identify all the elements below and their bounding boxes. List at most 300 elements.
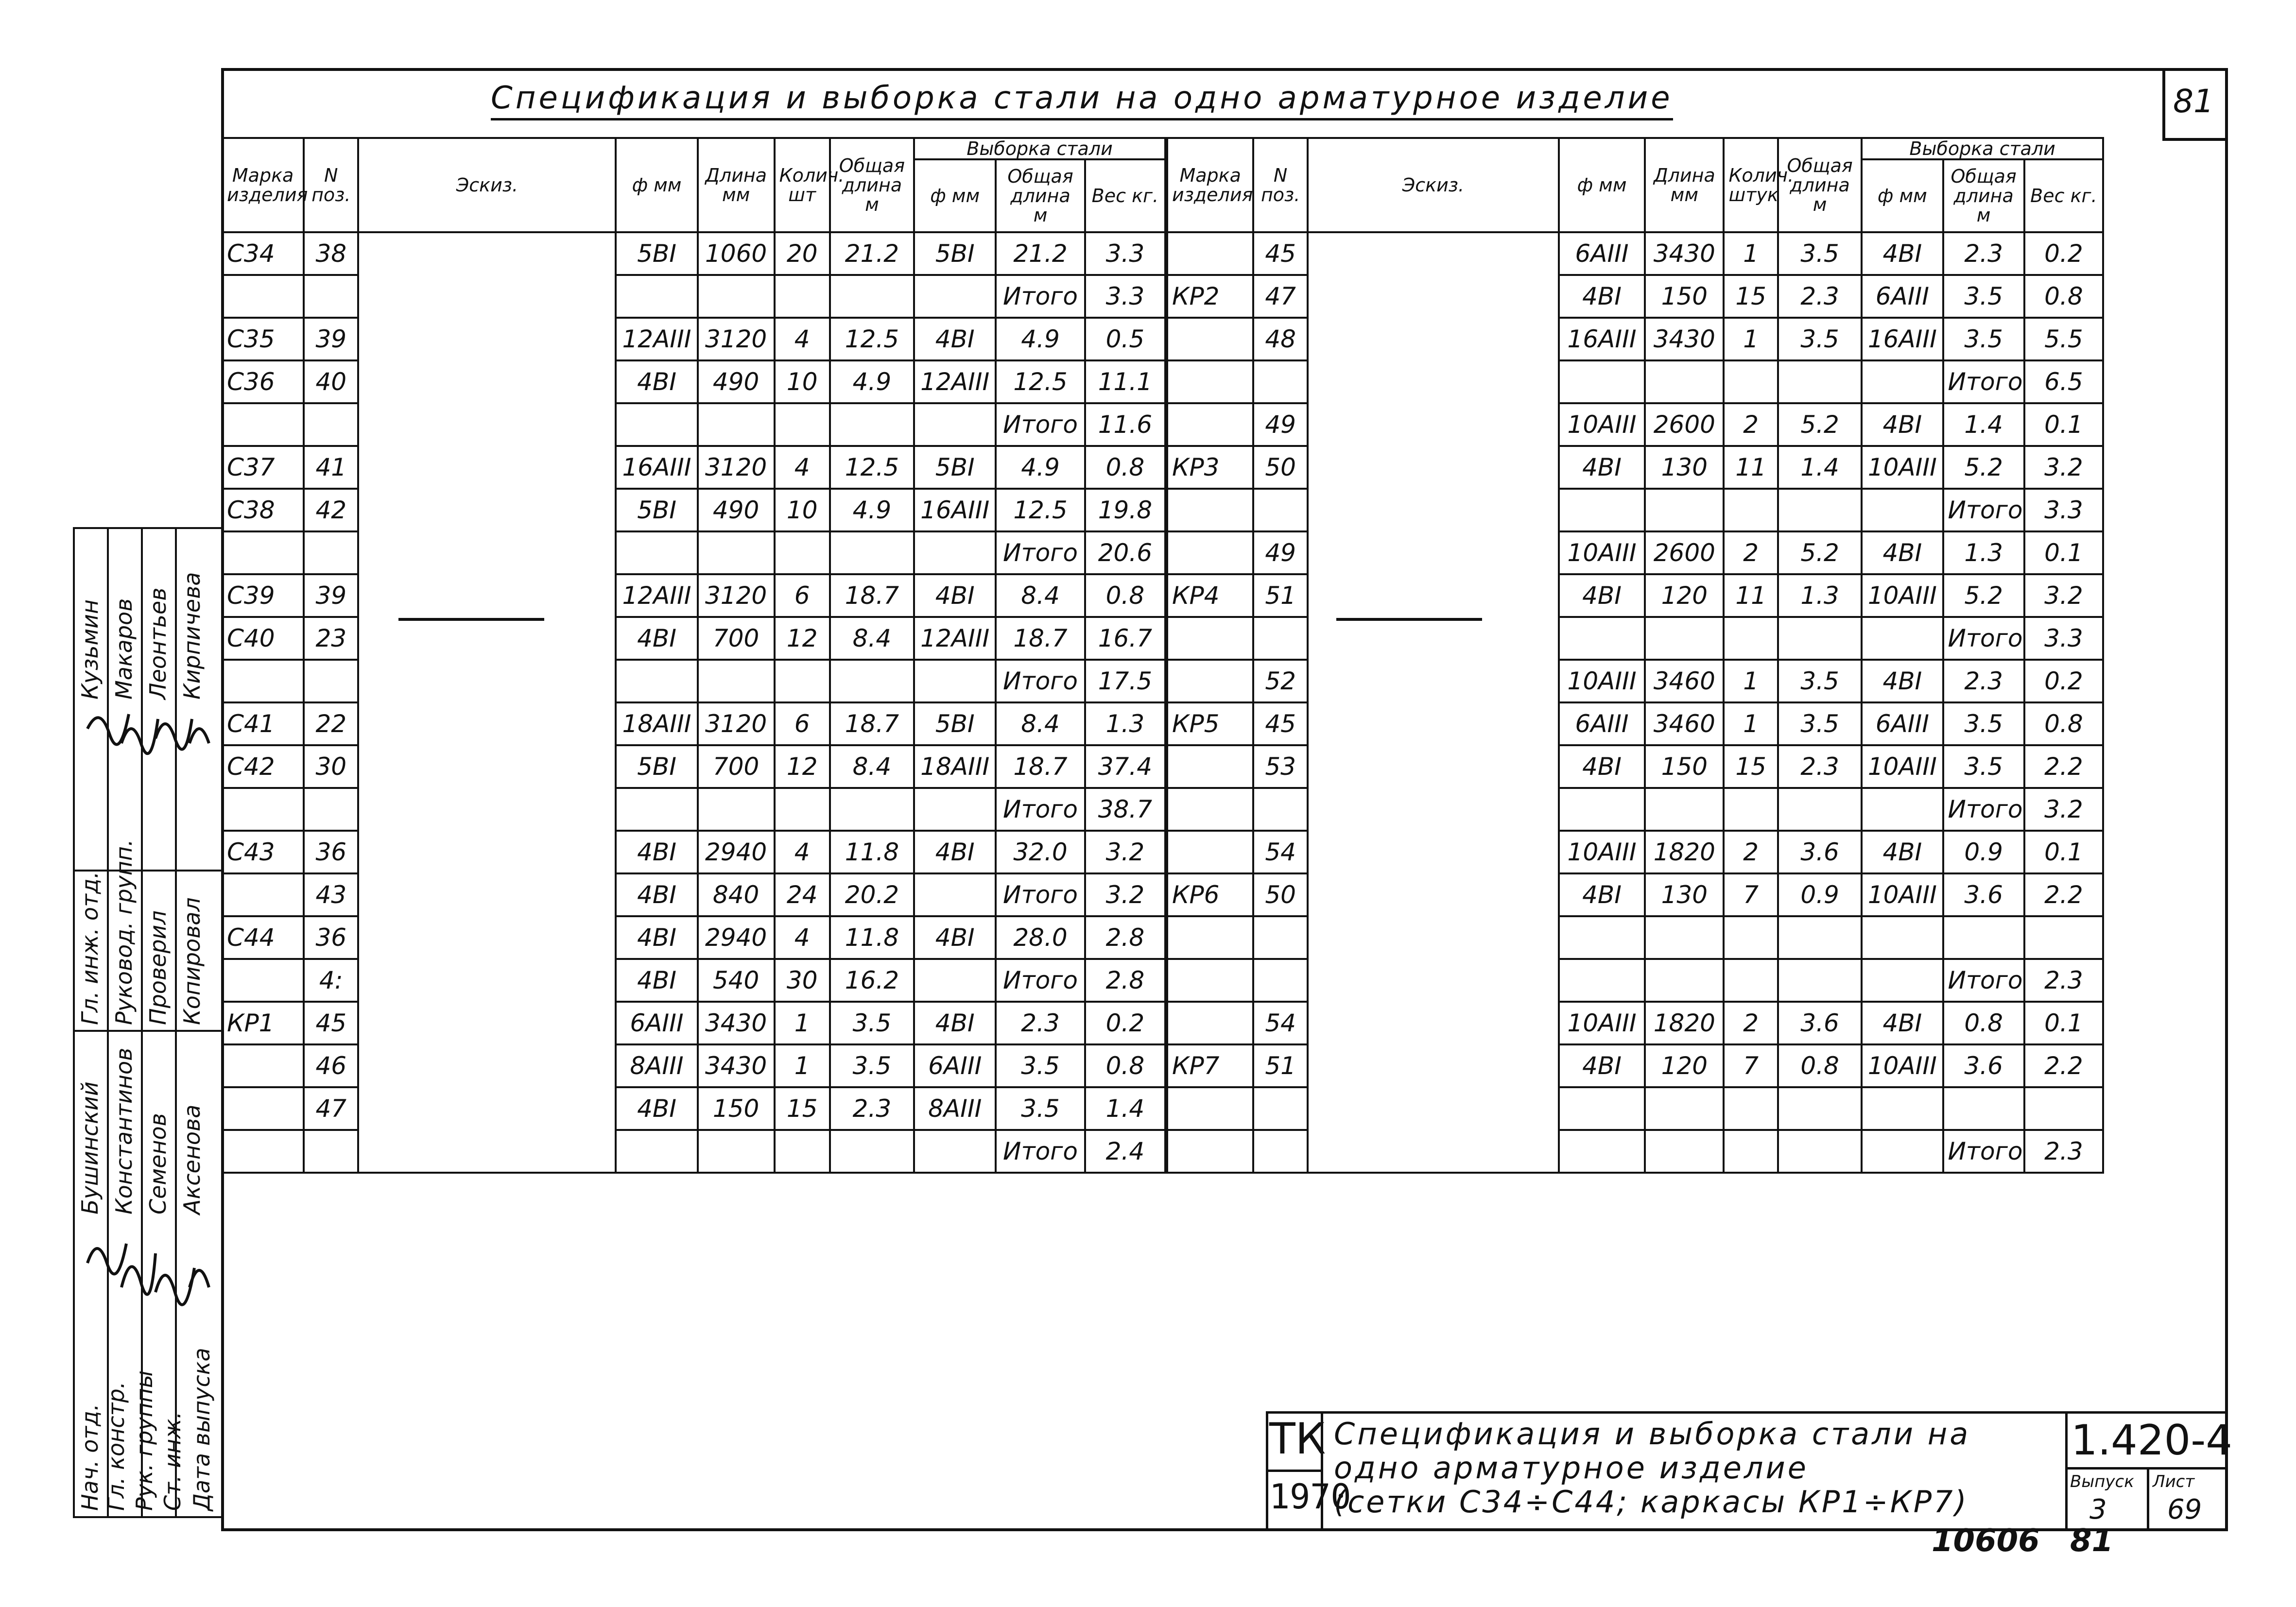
table-cell: 51 — [1253, 1044, 1308, 1087]
stamp-name: Кузьмин — [77, 599, 103, 700]
table-cell: 4ВI — [1862, 232, 1943, 275]
table-cell: 2.3 — [2024, 1130, 2103, 1173]
table-cell — [1167, 360, 1253, 403]
table-cell: КР7 — [1167, 1044, 1253, 1087]
table-cell — [1167, 403, 1253, 446]
table-cell: КР6 — [1167, 873, 1253, 916]
table-cell: 10АIII — [1559, 831, 1645, 873]
table-cell: 2.4 — [1085, 1130, 1165, 1173]
table-cell: 3460 — [1645, 660, 1724, 702]
table-cell — [1167, 745, 1253, 788]
table-cell: 0.5 — [1085, 318, 1165, 360]
header-total-length: Общая длина м — [1778, 138, 1862, 232]
table-cell — [830, 660, 914, 702]
table-cell: 45 — [1253, 232, 1308, 275]
header-pos: N поз. — [304, 138, 358, 232]
table-cell — [616, 788, 697, 831]
table-cell: 18АIII — [914, 745, 996, 788]
table-cell: 19.8 — [1085, 489, 1165, 531]
table-cell — [1167, 489, 1253, 531]
stamp-name: Бушинский — [77, 1081, 103, 1214]
table-cell: 1.4 — [1943, 403, 2024, 446]
table-cell — [914, 959, 996, 1002]
table-cell — [222, 1044, 304, 1087]
table-cell — [830, 531, 914, 574]
table-cell: 3.6 — [1943, 873, 2024, 916]
table-cell: 6АIII — [1559, 232, 1645, 275]
table-cell: 20 — [775, 232, 830, 275]
table-cell — [1167, 959, 1253, 1002]
table-cell: 32.0 — [996, 831, 1085, 873]
table-cell: 10АIII — [1862, 1044, 1943, 1087]
table-cell: 11.1 — [1085, 360, 1165, 403]
table-cell: 0.1 — [2024, 403, 2103, 446]
stamp-name: Кирпичева — [179, 572, 205, 700]
table-cell: 16АIII — [1862, 318, 1943, 360]
table-cell: 6АIII — [914, 1044, 996, 1087]
table-cell: 2.8 — [1085, 916, 1165, 959]
table-cell: 20.6 — [1085, 531, 1165, 574]
table-cell: 4.9 — [996, 446, 1085, 489]
table-cell: 4ВI — [616, 1087, 697, 1130]
table-cell: 4ВI — [1559, 745, 1645, 788]
table-cell: С43 — [222, 831, 304, 873]
table-cell: 3.5 — [1943, 318, 2024, 360]
table-cell: 2.3 — [2024, 959, 2103, 1002]
header-vyborka: Выборка стали — [1862, 138, 2103, 159]
table-cell: 2.2 — [2024, 745, 2103, 788]
table-cell — [2024, 916, 2103, 959]
table-cell — [222, 1130, 304, 1173]
table-cell: 20.2 — [830, 873, 914, 916]
table-cell: 4ВI — [1559, 873, 1645, 916]
header-v-phi: ф мм — [1862, 159, 1943, 232]
table-cell: 5ВI — [616, 489, 697, 531]
table-cell: 3.2 — [1085, 831, 1165, 873]
tb-divider — [1266, 1470, 1322, 1472]
table-cell: 3.5 — [1943, 275, 2024, 318]
table-cell: 37.4 — [1085, 745, 1165, 788]
table-cell: С44 — [222, 916, 304, 959]
table-cell — [914, 275, 996, 318]
table-cell: 8АIII — [616, 1044, 697, 1087]
table-cell: 8.4 — [996, 702, 1085, 745]
table-cell: 5.2 — [1778, 531, 1862, 574]
table-cell: 38.7 — [1085, 788, 1165, 831]
table-cell: 16АIII — [1559, 318, 1645, 360]
table-cell: 6АIII — [616, 1002, 697, 1044]
table-cell — [830, 788, 914, 831]
table-cell — [616, 531, 697, 574]
table-cell — [1724, 916, 1778, 959]
table-cell: 4ВI — [616, 360, 697, 403]
table-cell: 4ВI — [616, 959, 697, 1002]
table-cell: 5ВI — [616, 745, 697, 788]
table-cell: 1.3 — [1943, 531, 2024, 574]
table-cell: С36 — [222, 360, 304, 403]
table-cell — [1167, 1002, 1253, 1044]
table-cell: 15 — [775, 1087, 830, 1130]
table-cell: 120 — [1645, 1044, 1724, 1087]
header-qty: Колич. шт — [775, 138, 830, 232]
table-cell — [1943, 1087, 2024, 1130]
table-cell — [1724, 617, 1778, 660]
table-cell — [1559, 617, 1645, 660]
table-cell: 3.6 — [1778, 1002, 1862, 1044]
table-cell — [1778, 617, 1862, 660]
table-cell: 3.2 — [2024, 574, 2103, 617]
sketch-cell — [1308, 232, 1559, 1173]
table-cell — [1862, 1087, 1943, 1130]
table-cell — [222, 660, 304, 702]
table-cell: 4ВI — [914, 916, 996, 959]
table-cell: 4.9 — [830, 489, 914, 531]
table-cell: С39 — [222, 574, 304, 617]
header-v-length: Общая длина м — [1943, 159, 2024, 232]
table-cell — [1862, 1130, 1943, 1173]
table-cell: Итого — [996, 275, 1085, 318]
table-cell: 3.3 — [1085, 232, 1165, 275]
table-row — [1167, 232, 2103, 275]
table-cell: 490 — [698, 360, 775, 403]
table-cell: С42 — [222, 745, 304, 788]
table-cell — [698, 788, 775, 831]
table-cell — [1862, 489, 1943, 531]
table-cell: 1 — [1724, 232, 1778, 275]
table-cell: 21.2 — [996, 232, 1085, 275]
table-cell: 2.3 — [1943, 660, 2024, 702]
org-code: ТК — [1269, 1414, 1326, 1464]
table-cell: 3.2 — [1085, 873, 1165, 916]
tb-title-line1: Спецификация и выборка стали на — [1334, 1416, 1971, 1452]
table-cell: 38 — [304, 232, 358, 275]
table-cell: 45 — [304, 1002, 358, 1044]
table-cell: 12 — [775, 745, 830, 788]
table-cell: 4ВI — [1862, 831, 1943, 873]
table-cell: 0.1 — [2024, 531, 2103, 574]
table-cell: 10 — [775, 489, 830, 531]
table-cell: 11 — [1724, 446, 1778, 489]
table-cell: 21.2 — [830, 232, 914, 275]
table-cell: 3460 — [1645, 702, 1724, 745]
table-cell — [698, 1130, 775, 1173]
table-cell: 12 — [775, 617, 830, 660]
table-cell: 8.4 — [996, 574, 1085, 617]
table-cell: 130 — [1645, 446, 1724, 489]
table-cell — [1724, 1130, 1778, 1173]
table-cell: 700 — [698, 617, 775, 660]
table-cell: 2600 — [1645, 531, 1724, 574]
table-cell — [1645, 788, 1724, 831]
inventory-number: 10606 — [1932, 1523, 2040, 1559]
table-cell — [304, 275, 358, 318]
table-cell — [914, 660, 996, 702]
table-cell: 5.2 — [1778, 403, 1862, 446]
header-total-length: Общая длина м — [830, 138, 914, 232]
header-length: Длина мм — [1645, 138, 1724, 232]
issue-label: Выпуск — [2070, 1472, 2134, 1491]
table-cell: 50 — [1253, 873, 1308, 916]
table-cell: 39 — [304, 318, 358, 360]
table-cell: 12АIII — [616, 318, 697, 360]
table-cell: 4 — [775, 831, 830, 873]
table-cell: 12.5 — [996, 489, 1085, 531]
table-cell: 36 — [304, 916, 358, 959]
table-cell: 10АIII — [1559, 660, 1645, 702]
table-cell: 18АIII — [616, 702, 697, 745]
stamp-name: Семенов — [145, 1113, 171, 1214]
signatures — [68, 534, 228, 1457]
table-cell: 490 — [698, 489, 775, 531]
table-cell: 39 — [304, 574, 358, 617]
table-cell: 0.1 — [2024, 831, 2103, 873]
table-cell — [222, 959, 304, 1002]
sketch-dash-right — [1336, 618, 1482, 621]
table-cell: 4 — [775, 916, 830, 959]
table-cell — [1778, 916, 1862, 959]
table-cell: 8.4 — [830, 745, 914, 788]
table-cell: 2.8 — [1085, 959, 1165, 1002]
table-cell: 3430 — [1645, 232, 1724, 275]
table-cell: 6.5 — [2024, 360, 2103, 403]
table-cell: 18.7 — [830, 574, 914, 617]
table-cell: 4.9 — [996, 318, 1085, 360]
table-cell: 1820 — [1645, 1002, 1724, 1044]
table-cell — [1645, 360, 1724, 403]
table-cell: 16.7 — [1085, 617, 1165, 660]
table-cell: 16АIII — [616, 446, 697, 489]
header-vyborka: Выборка стали — [914, 138, 1165, 159]
table-cell — [1167, 318, 1253, 360]
table-cell — [1167, 1087, 1253, 1130]
tb-divider — [2065, 1411, 2068, 1531]
stamp-name: Аксенова — [179, 1104, 205, 1214]
table-cell — [1253, 959, 1308, 1002]
issue-number: 3 — [2089, 1494, 2107, 1525]
table-cell — [1167, 831, 1253, 873]
table-cell: 540 — [698, 959, 775, 1002]
table-cell — [1559, 916, 1645, 959]
table-cell: 51 — [1253, 574, 1308, 617]
table-cell — [1253, 1130, 1308, 1173]
table-cell: 5ВI — [914, 702, 996, 745]
table-cell — [304, 531, 358, 574]
table-cell — [1724, 360, 1778, 403]
table-cell: 49 — [1253, 531, 1308, 574]
table-cell: КР3 — [1167, 446, 1253, 489]
table-cell: 4ВI — [1559, 275, 1645, 318]
table-cell — [1862, 617, 1943, 660]
table-cell: С34 — [222, 232, 304, 275]
table-cell — [1862, 916, 1943, 959]
table-cell: Итого — [996, 1130, 1085, 1173]
table-cell — [1253, 1087, 1308, 1130]
table-cell — [1559, 489, 1645, 531]
table-cell — [1778, 489, 1862, 531]
table-cell: 1 — [1724, 318, 1778, 360]
table-cell: 7 — [1724, 1044, 1778, 1087]
table-cell — [1167, 531, 1253, 574]
table-cell — [1778, 1130, 1862, 1173]
table-cell — [1253, 617, 1308, 660]
doc-code: 1.420-4 — [2071, 1416, 2232, 1465]
table-cell: 18.7 — [830, 702, 914, 745]
table-cell: 3.5 — [996, 1087, 1085, 1130]
table-cell: 6 — [775, 702, 830, 745]
stamp-role-mid: Руковод. групп. — [111, 839, 137, 1025]
table-cell: Итого — [1943, 489, 2024, 531]
table-cell: 1.4 — [1085, 1087, 1165, 1130]
table-cell — [222, 1087, 304, 1130]
table-cell: 11.8 — [830, 831, 914, 873]
table-cell: 3.3 — [1085, 275, 1165, 318]
table-cell: 10 — [775, 360, 830, 403]
table-cell — [1559, 360, 1645, 403]
table-cell: 3.5 — [1943, 745, 2024, 788]
table-cell: 150 — [698, 1087, 775, 1130]
stamp-name: Константинов — [111, 1047, 137, 1214]
table-cell — [1253, 916, 1308, 959]
stamp-role: Рук. группы — [131, 1370, 157, 1511]
table-cell: 1820 — [1645, 831, 1724, 873]
table-cell: 2.3 — [830, 1087, 914, 1130]
table-cell — [1253, 788, 1308, 831]
table-cell: 1060 — [698, 232, 775, 275]
table-cell: 17.5 — [1085, 660, 1165, 702]
table-cell: 5ВI — [914, 232, 996, 275]
table-cell — [775, 531, 830, 574]
table-cell — [222, 531, 304, 574]
table-cell: 4 — [775, 446, 830, 489]
table-cell: 2 — [1724, 531, 1778, 574]
table-cell: 4ВI — [1862, 660, 1943, 702]
table-cell — [1862, 788, 1943, 831]
table-cell: 42 — [304, 489, 358, 531]
table-cell — [914, 788, 996, 831]
table-cell — [1645, 959, 1724, 1002]
header-sketch: Эскиз. — [358, 138, 616, 232]
table-cell: 1.4 — [1778, 446, 1862, 489]
table-cell — [1645, 1130, 1724, 1173]
table-cell: 54 — [1253, 1002, 1308, 1044]
table-cell: 130 — [1645, 873, 1724, 916]
table-cell: Итого — [1943, 617, 2024, 660]
table-cell: С35 — [222, 318, 304, 360]
table-cell: Итого — [1943, 360, 2024, 403]
header-mark: Марка изделия — [1167, 138, 1253, 232]
table-cell: 11 — [1724, 574, 1778, 617]
table-cell — [1167, 916, 1253, 959]
table-cell — [222, 873, 304, 916]
table-cell: 4ВI — [1862, 403, 1943, 446]
table-cell: 12.5 — [830, 318, 914, 360]
table-cell: 4ВI — [914, 574, 996, 617]
table-cell: 3120 — [698, 446, 775, 489]
table-cell: 3.6 — [1943, 1044, 2024, 1087]
stamp-role: Гл. констр. — [103, 1381, 129, 1511]
table-cell — [304, 660, 358, 702]
table-cell: 1.3 — [1778, 574, 1862, 617]
table-cell: 5.5 — [2024, 318, 2103, 360]
table-cell: 840 — [698, 873, 775, 916]
table-cell — [1559, 1087, 1645, 1130]
table-cell: 2940 — [698, 831, 775, 873]
table-cell: 5ВI — [914, 446, 996, 489]
table-cell: 7 — [1724, 873, 1778, 916]
header-phi: ф мм — [1559, 138, 1645, 232]
table-cell: 2.3 — [1943, 232, 2024, 275]
table-cell: 4: — [304, 959, 358, 1002]
table-cell — [1778, 788, 1862, 831]
sheet-label: Лист — [2153, 1472, 2195, 1491]
table-cell — [1862, 959, 1943, 1002]
table-cell: 46 — [304, 1044, 358, 1087]
table-cell: 0.8 — [2024, 702, 2103, 745]
table-cell: 3.2 — [2024, 788, 2103, 831]
table-cell: 2.3 — [1778, 275, 1862, 318]
table-cell: 4ВI — [616, 916, 697, 959]
header-pos: N поз. — [1253, 138, 1308, 232]
header-v-weight: Вес кг. — [1085, 159, 1165, 232]
table-cell: 3120 — [698, 702, 775, 745]
spec-table-right — [1166, 137, 2104, 1174]
table-cell: 3.2 — [2024, 446, 2103, 489]
table-cell: 0.8 — [1943, 1002, 2024, 1044]
table-cell — [1645, 916, 1724, 959]
table-cell: 52 — [1253, 660, 1308, 702]
table-cell: 4ВI — [616, 873, 697, 916]
table-cell: 4ВI — [1559, 446, 1645, 489]
table-cell: 2940 — [698, 916, 775, 959]
table-cell — [775, 788, 830, 831]
table-cell: 0.2 — [1085, 1002, 1165, 1044]
table-cell — [304, 1130, 358, 1173]
table-cell — [830, 403, 914, 446]
table-cell: 3120 — [698, 574, 775, 617]
table-cell: 30 — [775, 959, 830, 1002]
table-cell — [1862, 360, 1943, 403]
stamp-role: Нач. отд. — [77, 1403, 103, 1511]
table-cell: 5ВI — [616, 232, 697, 275]
tb-title-line2: одно арматурное изделие — [1334, 1450, 1809, 1486]
table-cell — [1778, 1087, 1862, 1130]
table-cell: 53 — [1253, 745, 1308, 788]
table-cell: 8.4 — [830, 617, 914, 660]
table-cell — [1943, 916, 2024, 959]
table-cell: 47 — [1253, 275, 1308, 318]
table-cell: 12.5 — [996, 360, 1085, 403]
table-cell: 24 — [775, 873, 830, 916]
table-cell: 0.2 — [2024, 660, 2103, 702]
table-cell: 4ВI — [914, 318, 996, 360]
spec-table-left — [221, 137, 1166, 1174]
table-cell — [616, 660, 697, 702]
table-cell: 0.8 — [1085, 574, 1165, 617]
table-cell: 36 — [304, 831, 358, 873]
table-cell: 6 — [775, 574, 830, 617]
tb-divider — [2147, 1467, 2149, 1531]
page-number: 81 — [2070, 1523, 2114, 1559]
table-cell — [914, 873, 996, 916]
table-cell: 4ВI — [914, 1002, 996, 1044]
header-v-length: Общая длина м — [996, 159, 1085, 232]
header-mark: Марка изделия — [222, 138, 304, 232]
table-cell: 2.2 — [2024, 873, 2103, 916]
tb-title-line3: (сетки С34÷С44; каркасы КР1÷КР7) — [1334, 1484, 1968, 1520]
table-cell: Итого — [996, 959, 1085, 1002]
table-cell: 3.6 — [1778, 831, 1862, 873]
table-cell — [616, 403, 697, 446]
